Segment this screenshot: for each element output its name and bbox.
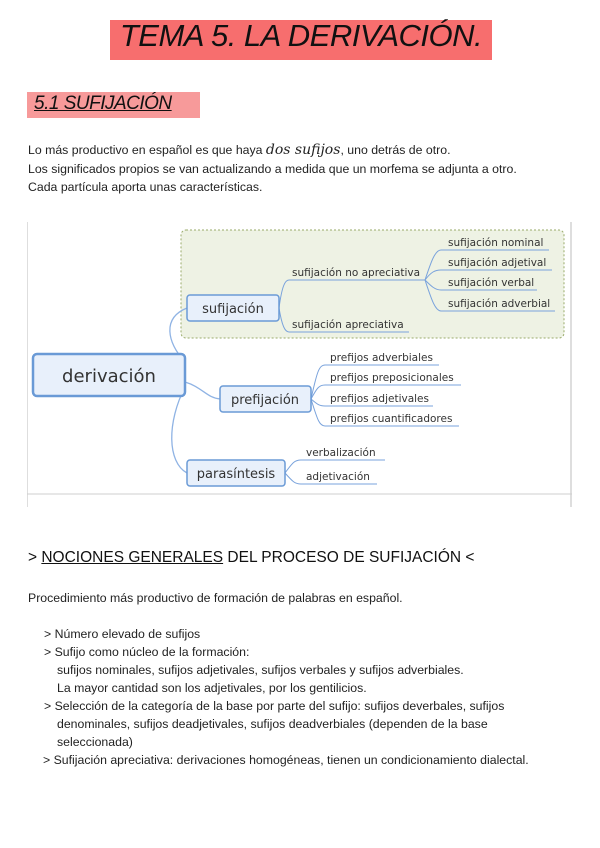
leaf-pref-adjetivales: prefijos adjetivales (330, 393, 429, 405)
prefijacion-label: prefijación (230, 393, 300, 408)
list-item-4: > Sufijación apreciativa: derivaciones homogéneas, tienen un condicionamiento dialectal. (43, 753, 529, 767)
leaf-pref-cuantificadores: prefijos cuantificadores (330, 413, 453, 425)
connector-root-prefijacion (185, 382, 220, 399)
nociones-lead: Procedimiento más productivo de formación de palabras en español. (28, 591, 403, 605)
leaf-suf-verbal: sufijación verbal (448, 277, 535, 289)
intro-line-3: Cada partícula aporta unas características. (28, 180, 263, 194)
nociones-prefix: > (28, 549, 42, 566)
nociones-rest: DEL PROCESO DE SUFIJACIÓN < (223, 549, 475, 566)
derivation-diagram (27, 222, 572, 507)
nociones-underlined: NOCIONES GENERALES (41, 549, 224, 566)
sufijacion-label: sufijación (202, 302, 264, 317)
connector-pref-preposicionales (311, 385, 325, 399)
list-item-3-cont-1: denominales, sufijos deadjetivales, sufijos deadverbiales (dependen de la base (57, 717, 488, 731)
leaf-suf-adverbial: sufijación adverbial (448, 298, 551, 310)
list-item-3: > Selección de la categoría de la base por parte del sufijo: sufijos deverbales, sufijos (44, 699, 505, 713)
page-title: TEMA 5. LA DERIVACIÓN. (119, 18, 483, 53)
list-item-2-detail-2: La mayor cantidad son los adjetivales, por los gentilicios. (57, 681, 367, 695)
connector-pref-cuantificadores (311, 399, 325, 426)
nociones-heading (28, 549, 474, 567)
connector-adjetivacion (285, 473, 301, 484)
leaf-verbalizacion: verbalización (306, 447, 376, 459)
leaf-suf-nominal: sufijación nominal (448, 237, 544, 249)
intro-line-1-end: , uno detrás de otro. (340, 143, 451, 157)
leaf-adjetivacion: adjetivación (306, 471, 370, 483)
intro-emphasis: dos sufijos (265, 142, 341, 158)
list-item-2: > Sufijo como núcleo de la formación: (44, 645, 250, 659)
connector-root-parasintesis (172, 387, 187, 473)
label-apreciativa: sufijación apreciativa (292, 319, 404, 331)
leaf-suf-adjetival: sufijación adjetival (448, 257, 547, 269)
intro-line-1-start: Lo más productivo en español es que haya (28, 143, 266, 157)
section-title: 5.1 SUFIJACIÓN (34, 93, 172, 114)
list-item-2-detail-1: sufijos nominales, sufijos adjetivales, sufijos verbales y sufijos adverbiales. (57, 663, 464, 677)
derivation-mindmap (27, 222, 572, 507)
connector-verbalizacion (285, 460, 301, 473)
intro-line-1 (28, 141, 451, 159)
intro-line-2: Los significados propios se van actualizando a medida que un morfema se adjunta a otro. (28, 162, 517, 176)
list-item-3-cont-2: seleccionada) (57, 735, 133, 749)
parasintesis-label: parasíntesis (196, 467, 276, 482)
connector-pref-adverbiales (311, 365, 325, 399)
leaf-pref-adverbiales: prefijos adverbiales (330, 352, 433, 364)
label-no-apreciativa: sufijación no apreciativa (292, 267, 421, 279)
list-item-1: > Número elevado de sufijos (44, 627, 201, 641)
root-label: derivación (62, 366, 156, 387)
leaf-pref-preposicionales: prefijos preposicionales (330, 372, 454, 384)
